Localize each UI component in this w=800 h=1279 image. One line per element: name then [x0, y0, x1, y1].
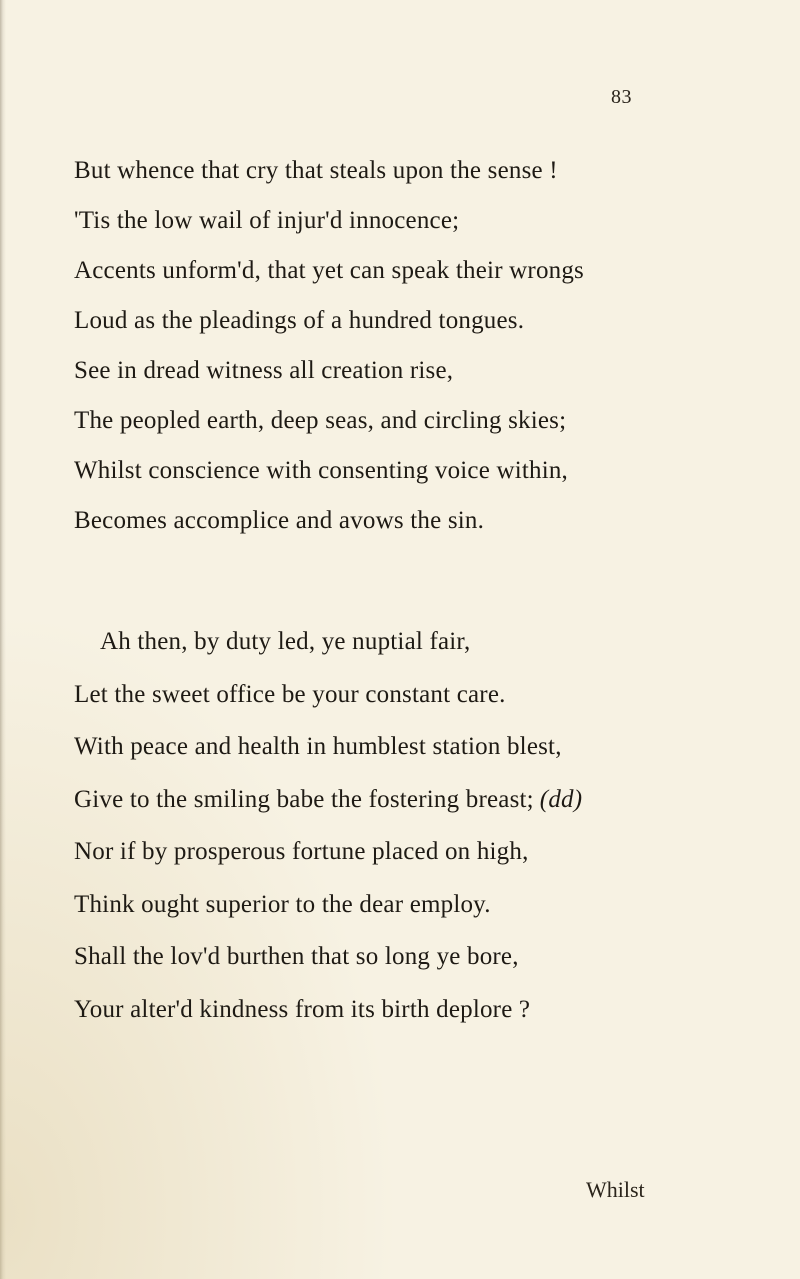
footnote-reference: (dd): [539, 785, 583, 813]
verse-line: See in dread witness all creation rise,: [74, 357, 454, 384]
verse-line: Becomes accomplice and avows the sin.: [74, 507, 485, 534]
verse-line: Accents unform'd, that yet can speak their wrongs: [74, 257, 584, 284]
verse-line: Whilst conscience with consenting voice within,: [74, 457, 569, 484]
verse-line: Your alter'd kindness from its birth deplore ?: [74, 995, 531, 1023]
verse-line: Shall the lov'd burthen that so long ye bore,: [74, 943, 519, 970]
stanza-2: [74, 616, 582, 1036]
catchword: Whilst: [586, 1177, 645, 1202]
verse-line: Ah then, by duty led, ye nuptial fair,: [100, 628, 471, 655]
stanza-1: [74, 146, 584, 546]
verse-line-with-note: [74, 774, 582, 827]
verse-line: Let the sweet office be your constant care.: [74, 680, 506, 708]
verse-line: The peopled earth, deep seas, and circling skies;: [74, 407, 567, 434]
verse-line: Nor if by prosperous fortune placed on high,: [74, 838, 529, 865]
verse-text: Give to the smiling babe the fostering breast;: [74, 785, 534, 813]
verse-line: 'Tis the low wail of injur'd innocence;: [74, 207, 460, 234]
verse-line: With peace and health in humblest station blest,: [74, 733, 562, 760]
verse-line: Loud as the pleadings of a hundred tongues.: [74, 307, 525, 334]
verse-line: But whence that cry that steals upon the sense !: [74, 157, 558, 184]
page-number: 83: [611, 86, 632, 108]
verse-line: Think ought superior to the dear employ.: [74, 890, 491, 918]
